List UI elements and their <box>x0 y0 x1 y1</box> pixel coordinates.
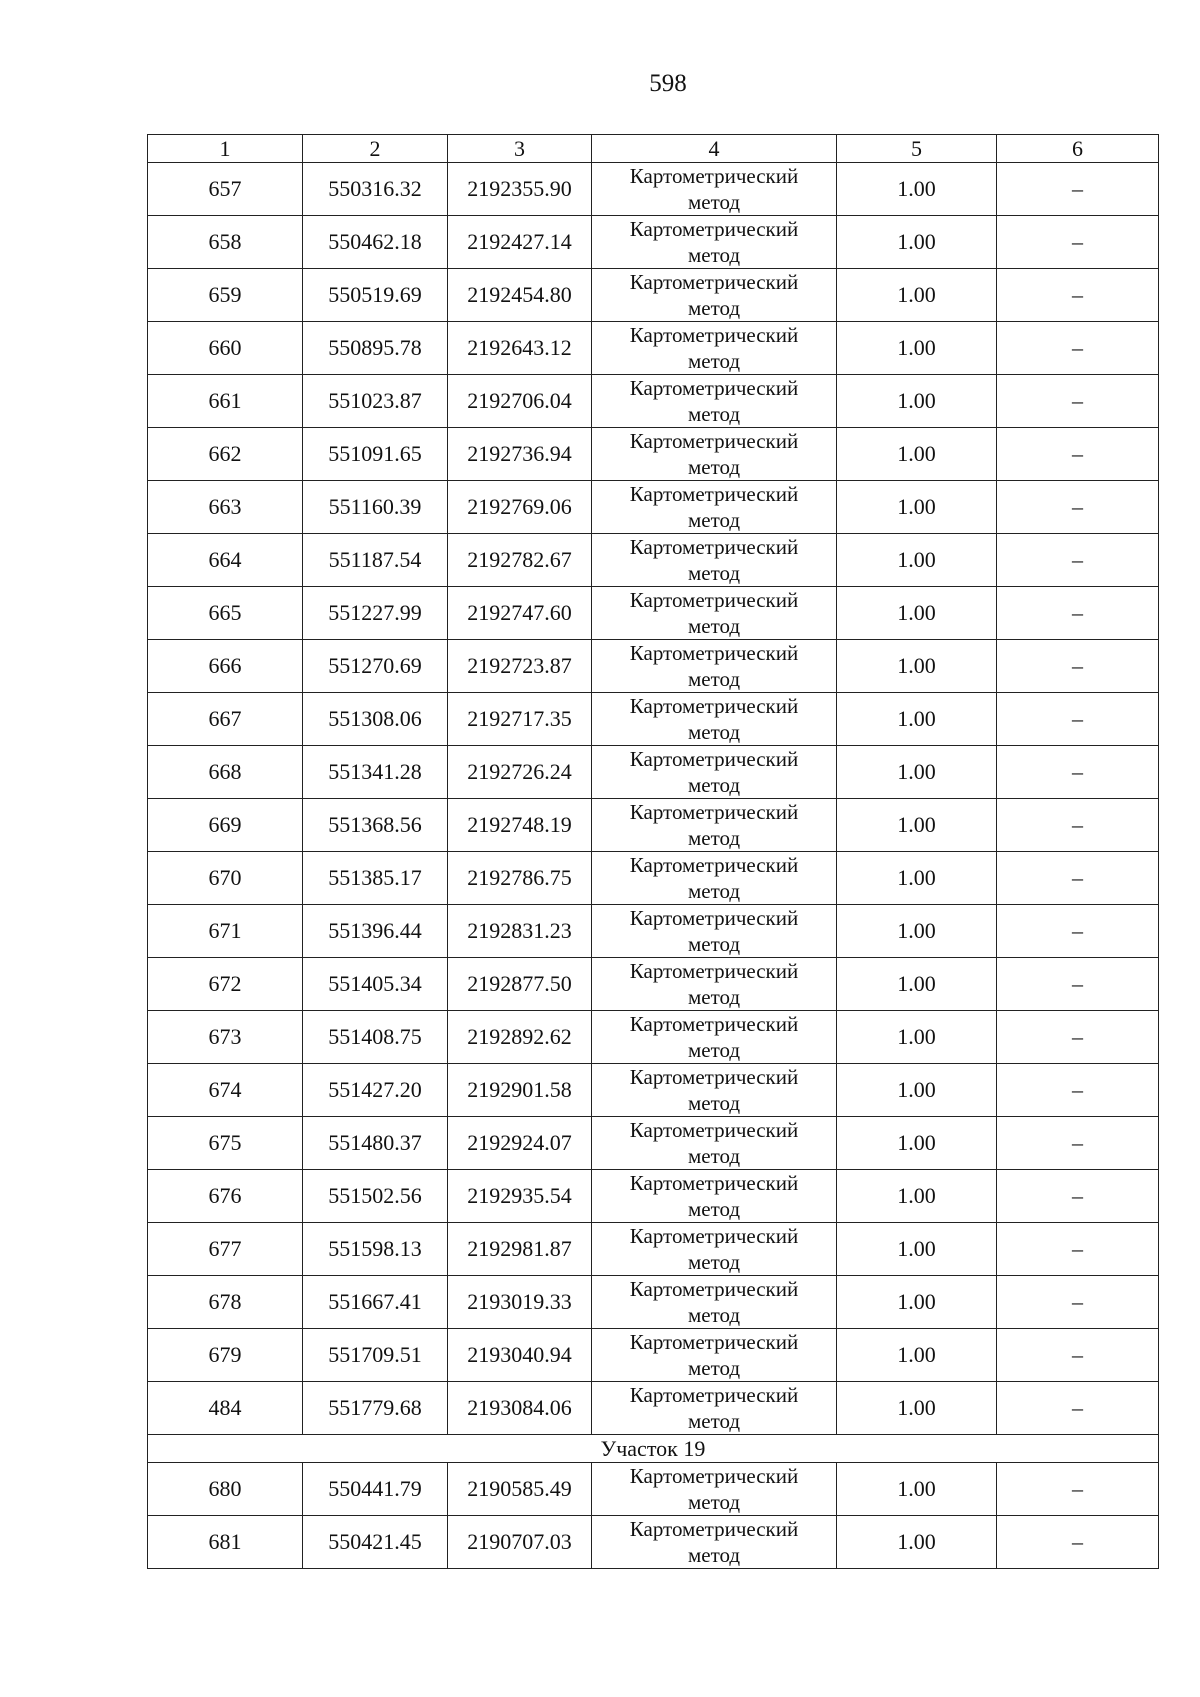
table-cell: 2190707.03 <box>448 1516 592 1569</box>
table-cell: – <box>997 1382 1159 1435</box>
table-cell: 1.00 <box>837 1064 997 1117</box>
table-cell: 2192643.12 <box>448 322 592 375</box>
section-row <box>148 1435 1159 1463</box>
method-text: метод <box>687 1250 741 1274</box>
method-text: метод <box>687 190 741 214</box>
table-cell: 551709.51 <box>303 1329 448 1382</box>
method-text: Картометрический <box>629 1118 799 1142</box>
table-row <box>148 693 1159 746</box>
table-cell: 2193040.94 <box>448 1329 592 1382</box>
table-cell: 551023.87 <box>303 375 448 428</box>
table-cell: 681 <box>148 1516 303 1569</box>
method-text: метод <box>687 614 741 638</box>
table-cell: 663 <box>148 481 303 534</box>
method-text: метод <box>687 879 741 903</box>
table-cell: 664 <box>148 534 303 587</box>
method-text: Картометрический <box>629 429 799 453</box>
table-cell: 676 <box>148 1170 303 1223</box>
method-text: Картометрический <box>629 1171 799 1195</box>
table-cell: 1.00 <box>837 269 997 322</box>
table-row <box>148 1064 1159 1117</box>
method-text: Картометрический <box>629 1517 799 1541</box>
table-cell: 666 <box>148 640 303 693</box>
table-cell: 1.00 <box>837 640 997 693</box>
column-header: 2 <box>303 135 448 163</box>
table-cell: 668 <box>148 746 303 799</box>
method-text: Картометрический <box>629 747 799 771</box>
table-cell: – <box>997 1064 1159 1117</box>
table-cell: 677 <box>148 1223 303 1276</box>
table-cell: 2192935.54 <box>448 1170 592 1223</box>
table-cell: 1.00 <box>837 746 997 799</box>
table-cell: 1.00 <box>837 216 997 269</box>
table-cell: – <box>997 534 1159 587</box>
table-row <box>148 481 1159 534</box>
table-cell: 1.00 <box>837 852 997 905</box>
table-cell: 1.00 <box>837 1382 997 1435</box>
table-cell: 1.00 <box>837 1117 997 1170</box>
method-text: Картометрический <box>629 694 799 718</box>
column-header: 1 <box>148 135 303 163</box>
method-text: метод <box>687 826 741 850</box>
table-cell: 1.00 <box>837 1463 997 1516</box>
table-cell <box>592 1329 837 1382</box>
table-cell: 680 <box>148 1463 303 1516</box>
table-cell: 2192786.75 <box>448 852 592 905</box>
method-text: Картометрический <box>629 1065 799 1089</box>
table-cell: 1.00 <box>837 693 997 746</box>
method-text: метод <box>687 349 741 373</box>
method-text: Картометрический <box>629 217 799 241</box>
table-cell: 1.00 <box>837 1011 997 1064</box>
table-row <box>148 799 1159 852</box>
method-text: Картометрический <box>629 1012 799 1036</box>
table-row <box>148 852 1159 905</box>
table-cell: – <box>997 1516 1159 1569</box>
table-cell <box>592 1276 837 1329</box>
table-header-row <box>148 135 1159 163</box>
table-cell <box>592 799 837 852</box>
table-cell: 1.00 <box>837 905 997 958</box>
table-row <box>148 1516 1159 1569</box>
table-cell: – <box>997 481 1159 534</box>
method-text: метод <box>687 561 741 585</box>
table-cell: – <box>997 958 1159 1011</box>
table-cell: 679 <box>148 1329 303 1382</box>
method-text: Картометрический <box>629 482 799 506</box>
table-cell <box>592 481 837 534</box>
column-header: 6 <box>997 135 1159 163</box>
table-cell: 2192747.60 <box>448 587 592 640</box>
method-text: Картометрический <box>629 164 799 188</box>
section-label: Участок 19 <box>148 1435 1159 1463</box>
table-cell: 550519.69 <box>303 269 448 322</box>
table-cell: 667 <box>148 693 303 746</box>
table-cell: 670 <box>148 852 303 905</box>
table-row <box>148 905 1159 958</box>
table-cell: – <box>997 216 1159 269</box>
table-cell <box>592 1170 837 1223</box>
table-cell <box>592 1463 837 1516</box>
table-cell: 551368.56 <box>303 799 448 852</box>
table-cell <box>592 216 837 269</box>
table-cell: – <box>997 1117 1159 1170</box>
method-text: метод <box>687 985 741 1009</box>
table-cell: – <box>997 746 1159 799</box>
table-row <box>148 534 1159 587</box>
method-text: Картометрический <box>629 959 799 983</box>
table-row <box>148 1011 1159 1064</box>
table-cell: – <box>997 693 1159 746</box>
table-cell: 657 <box>148 163 303 216</box>
table-cell: 551308.06 <box>303 693 448 746</box>
method-text: метод <box>687 1409 741 1433</box>
method-text: Картометрический <box>629 906 799 930</box>
table-cell: 660 <box>148 322 303 375</box>
table-cell: – <box>997 587 1159 640</box>
table-row <box>148 1276 1159 1329</box>
table-cell: 2192454.80 <box>448 269 592 322</box>
table-cell: 551270.69 <box>303 640 448 693</box>
table-cell: 673 <box>148 1011 303 1064</box>
table-cell: 2192769.06 <box>448 481 592 534</box>
table-row <box>148 269 1159 322</box>
table-cell: 550895.78 <box>303 322 448 375</box>
table-row <box>148 428 1159 481</box>
table-cell: 550316.32 <box>303 163 448 216</box>
table-row <box>148 1329 1159 1382</box>
table-row <box>148 1223 1159 1276</box>
table-cell: 484 <box>148 1382 303 1435</box>
table-cell: 2192831.23 <box>448 905 592 958</box>
method-text: Картометрический <box>629 535 799 559</box>
method-text: метод <box>687 1356 741 1380</box>
table-cell: – <box>997 640 1159 693</box>
table-cell: 665 <box>148 587 303 640</box>
method-text: Картометрический <box>629 853 799 877</box>
method-text: Картометрический <box>629 1224 799 1248</box>
table-cell: 1.00 <box>837 958 997 1011</box>
method-text: метод <box>687 296 741 320</box>
table-cell: 1.00 <box>837 1516 997 1569</box>
method-text: метод <box>687 720 741 744</box>
table-cell <box>592 587 837 640</box>
table-cell: 1.00 <box>837 375 997 428</box>
table-cell <box>592 534 837 587</box>
table-cell: 2192901.58 <box>448 1064 592 1117</box>
table-cell: 2193019.33 <box>448 1276 592 1329</box>
table-row <box>148 587 1159 640</box>
table-cell: – <box>997 799 1159 852</box>
table-cell <box>592 269 837 322</box>
table-cell: 2192706.04 <box>448 375 592 428</box>
method-text: метод <box>687 1038 741 1062</box>
method-text: метод <box>687 1490 741 1514</box>
table-cell: – <box>997 905 1159 958</box>
method-text: метод <box>687 455 741 479</box>
table-cell: 669 <box>148 799 303 852</box>
table-cell: 671 <box>148 905 303 958</box>
table-row <box>148 640 1159 693</box>
table-cell: 550441.79 <box>303 1463 448 1516</box>
table-cell: 1.00 <box>837 534 997 587</box>
table-cell <box>592 163 837 216</box>
table-cell: 2192877.50 <box>448 958 592 1011</box>
table-cell: 1.00 <box>837 799 997 852</box>
table-cell <box>592 958 837 1011</box>
table-cell: 2192355.90 <box>448 163 592 216</box>
table-cell: – <box>997 1329 1159 1382</box>
table-cell: 2192981.87 <box>448 1223 592 1276</box>
table-cell: 551091.65 <box>303 428 448 481</box>
table-cell: 1.00 <box>837 1223 997 1276</box>
method-text: метод <box>687 773 741 797</box>
table-cell: 551667.41 <box>303 1276 448 1329</box>
table-cell <box>592 1117 837 1170</box>
table-cell: 2192726.24 <box>448 746 592 799</box>
method-text: Картометрический <box>629 270 799 294</box>
table-cell: 551427.20 <box>303 1064 448 1117</box>
table-cell: – <box>997 1463 1159 1516</box>
table-cell <box>592 746 837 799</box>
table-cell: 659 <box>148 269 303 322</box>
table-cell: – <box>997 269 1159 322</box>
table-cell: 658 <box>148 216 303 269</box>
method-text: метод <box>687 508 741 532</box>
table-cell <box>592 693 837 746</box>
method-text: метод <box>687 1303 741 1327</box>
table-row <box>148 216 1159 269</box>
method-text: метод <box>687 402 741 426</box>
table-row <box>148 375 1159 428</box>
method-text: Картометрический <box>629 588 799 612</box>
table-cell: 672 <box>148 958 303 1011</box>
table-cell: 551385.17 <box>303 852 448 905</box>
table-cell: – <box>997 1011 1159 1064</box>
column-header: 4 <box>592 135 837 163</box>
table-cell: 551480.37 <box>303 1117 448 1170</box>
table-cell: – <box>997 163 1159 216</box>
table-cell: 675 <box>148 1117 303 1170</box>
table-cell: 550421.45 <box>303 1516 448 1569</box>
table-cell: 1.00 <box>837 428 997 481</box>
column-header: 3 <box>448 135 592 163</box>
table-cell: 2192723.87 <box>448 640 592 693</box>
table-cell: 1.00 <box>837 481 997 534</box>
method-text: Картометрический <box>629 1277 799 1301</box>
table-cell: – <box>997 428 1159 481</box>
table-cell <box>592 1516 837 1569</box>
table-cell: 1.00 <box>837 587 997 640</box>
table-cell: 1.00 <box>837 1276 997 1329</box>
table-row <box>148 1117 1159 1170</box>
column-header: 5 <box>837 135 997 163</box>
table-row <box>148 1382 1159 1435</box>
method-text: Картометрический <box>629 800 799 824</box>
table-row <box>148 322 1159 375</box>
table-cell: 678 <box>148 1276 303 1329</box>
table-cell <box>592 322 837 375</box>
table-cell: 2192427.14 <box>448 216 592 269</box>
table-cell: 1.00 <box>837 322 997 375</box>
method-text: метод <box>687 1144 741 1168</box>
table-cell: 2192892.62 <box>448 1011 592 1064</box>
table-cell: 2192717.35 <box>448 693 592 746</box>
method-text: метод <box>687 1197 741 1221</box>
table-cell: 674 <box>148 1064 303 1117</box>
table-cell: 551405.34 <box>303 958 448 1011</box>
table-cell: – <box>997 1276 1159 1329</box>
table-cell: 2192748.19 <box>448 799 592 852</box>
table-cell: 2192924.07 <box>448 1117 592 1170</box>
table-row <box>148 1170 1159 1223</box>
table-cell: 551227.99 <box>303 587 448 640</box>
table-cell: 550462.18 <box>303 216 448 269</box>
table-cell: 2192736.94 <box>448 428 592 481</box>
table-cell: 2193084.06 <box>448 1382 592 1435</box>
table-cell <box>592 428 837 481</box>
table-cell <box>592 640 837 693</box>
table-cell: 551408.75 <box>303 1011 448 1064</box>
table-cell <box>592 1064 837 1117</box>
table-cell: 2192782.67 <box>448 534 592 587</box>
table-cell: 661 <box>148 375 303 428</box>
table-cell: 2190585.49 <box>448 1463 592 1516</box>
table-cell: 662 <box>148 428 303 481</box>
table-row <box>148 958 1159 1011</box>
table-cell: 551396.44 <box>303 905 448 958</box>
table-cell: 551502.56 <box>303 1170 448 1223</box>
table-row <box>148 1463 1159 1516</box>
page-number: 598 <box>649 70 687 97</box>
method-text: Картометрический <box>629 376 799 400</box>
table-cell <box>592 1011 837 1064</box>
table-row <box>148 746 1159 799</box>
table-cell <box>592 1223 837 1276</box>
table-cell: 1.00 <box>837 1170 997 1223</box>
table-cell: – <box>997 322 1159 375</box>
table-cell <box>592 852 837 905</box>
table-cell: 1.00 <box>837 1329 997 1382</box>
table-cell: – <box>997 375 1159 428</box>
method-text: Картометрический <box>629 1330 799 1354</box>
table-cell: – <box>997 852 1159 905</box>
coordinates-table <box>147 134 1159 1569</box>
method-text: Картометрический <box>629 641 799 665</box>
table-cell: – <box>997 1170 1159 1223</box>
table-cell: 551341.28 <box>303 746 448 799</box>
table-cell: – <box>997 1223 1159 1276</box>
table-cell <box>592 905 837 958</box>
table-cell: 551598.13 <box>303 1223 448 1276</box>
table-row <box>148 163 1159 216</box>
table-cell: 551779.68 <box>303 1382 448 1435</box>
table-cell: 551187.54 <box>303 534 448 587</box>
table-cell: 1.00 <box>837 163 997 216</box>
method-text: метод <box>687 932 741 956</box>
method-text: метод <box>687 667 741 691</box>
table-cell <box>592 375 837 428</box>
method-text: Картометрический <box>629 1383 799 1407</box>
table-cell <box>592 1382 837 1435</box>
method-text: метод <box>687 1091 741 1115</box>
method-text: Картометрический <box>629 323 799 347</box>
table-cell: 551160.39 <box>303 481 448 534</box>
method-text: метод <box>687 1543 741 1567</box>
method-text: метод <box>687 243 741 267</box>
method-text: Картометрический <box>629 1464 799 1488</box>
